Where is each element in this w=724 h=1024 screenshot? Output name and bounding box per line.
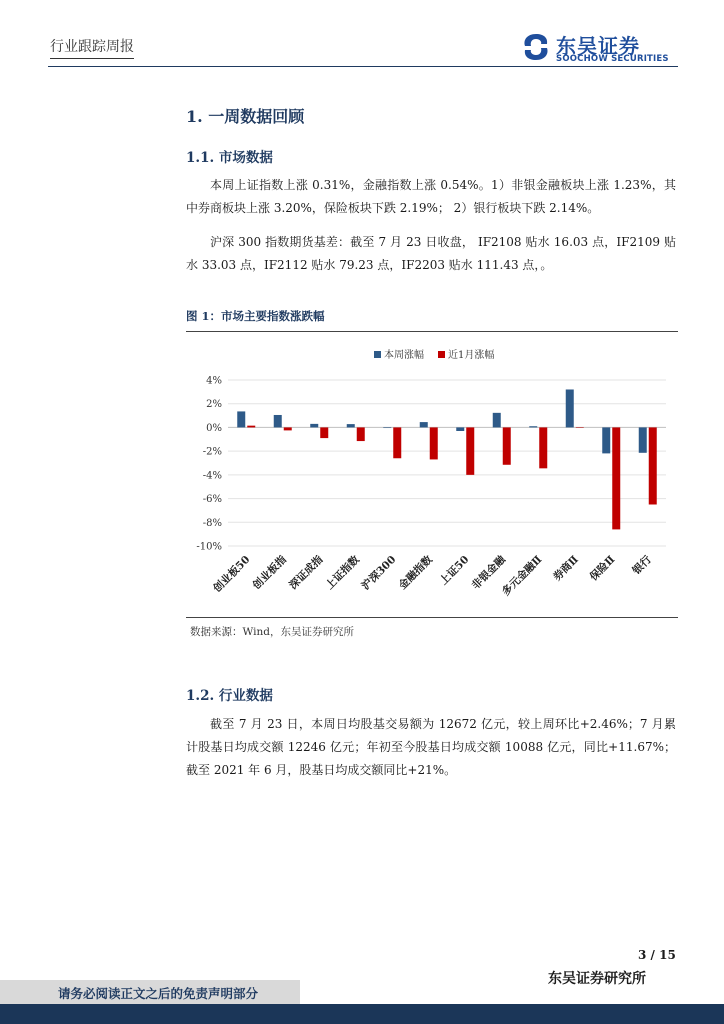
bar xyxy=(639,427,647,452)
market-paragraph-1 xyxy=(186,174,676,220)
x-tick-label: 沪深300 xyxy=(359,553,399,593)
industry-paragraph-text: 截至 7 月 23 日，本周日均股基交易额为 12672 亿元，较上周环比+2.46%；7 月累计股基日均成交额 12246 亿元；年初至今股基日均成交额 10088 亿元，同比+11.67%；截至 2021 年 6 月，股基日均成交额同比+21%。 xyxy=(186,717,676,777)
x-tick-label: 多元金融Ⅱ xyxy=(499,553,545,599)
header-divider xyxy=(48,66,678,67)
figure-source: 数据来源：Wind，东吴证券研究所 xyxy=(190,626,354,638)
market-paragraph-2 xyxy=(186,231,676,277)
bar xyxy=(274,415,282,427)
x-tick-label: 创业板指 xyxy=(250,553,289,592)
x-tick-label: 非银金融 xyxy=(469,553,508,592)
y-tick-label: -10% xyxy=(196,541,222,553)
subsection-title-industry: 1.2. 行业数据 xyxy=(186,688,273,704)
brand-name-en: SOOCHOW SECURITIES xyxy=(556,54,669,64)
bar xyxy=(237,411,245,427)
market-paragraph-1-text: 本周上证指数上涨 0.31%，金融指数上涨 0.54%。1）非银金融板块上涨 1.23%，其中券商板块上涨 3.20%，保险板块下跌 2.19%； 2）银行板块下跌 2.14%。 xyxy=(186,178,676,215)
bar xyxy=(576,427,584,428)
bar xyxy=(247,426,255,428)
y-tick-label: -4% xyxy=(202,470,222,482)
x-tick-label: 券商Ⅱ xyxy=(551,553,581,584)
bar xyxy=(383,427,391,428)
x-tick-label: 上证50 xyxy=(437,553,472,588)
bar xyxy=(503,427,511,464)
brand-logo xyxy=(520,30,680,66)
y-tick-label: 2% xyxy=(206,399,222,411)
bar xyxy=(539,427,547,468)
legend-label-1: 近1月涨幅 xyxy=(448,350,495,361)
bar xyxy=(310,424,318,428)
y-tick-label: -8% xyxy=(202,517,222,529)
x-tick-label: 深证成指 xyxy=(287,553,326,592)
bar xyxy=(430,427,438,459)
legend-swatch-0 xyxy=(374,351,381,358)
bar xyxy=(602,427,610,453)
bar xyxy=(649,427,657,504)
footer-bar xyxy=(0,1004,724,1024)
logo-mark-icon xyxy=(520,32,552,62)
bar xyxy=(284,427,292,430)
x-tick-label: 创业板50 xyxy=(211,553,253,595)
bar xyxy=(566,389,574,427)
bar xyxy=(393,427,401,458)
y-tick-label: 4% xyxy=(206,375,222,387)
bar xyxy=(347,424,355,427)
x-tick-label: 金融指数 xyxy=(396,553,435,592)
footer-org-name: 东吴证券研究所 xyxy=(548,971,646,987)
x-tick-label: 保险Ⅱ xyxy=(587,553,618,584)
y-tick-label: 0% xyxy=(206,422,222,434)
bar xyxy=(320,427,328,438)
footer-disclaimer: 请务必阅读正文之后的免责声明部分 xyxy=(58,986,259,1001)
page-number: 3 / 15 xyxy=(638,948,676,962)
y-tick-label: -6% xyxy=(202,494,222,506)
section-title: 1. 一周数据回顾 xyxy=(186,107,305,126)
bar xyxy=(612,427,620,529)
subsection-title-market: 1.1. 市场数据 xyxy=(186,150,273,166)
y-tick-label: -2% xyxy=(202,446,222,458)
industry-paragraph xyxy=(186,713,676,782)
figure-bottom-rule xyxy=(186,617,678,618)
figure-title: 图 1：市场主要指数涨跌幅 xyxy=(186,309,325,323)
bar xyxy=(456,427,464,431)
legend-label-0: 本周涨幅 xyxy=(384,350,424,361)
market-paragraph-2-text: 沪深 300 指数期货基差：截至 7 月 23 日收盘， IF2108 贴水 16.03 点，IF2109 贴水 33.03 点，IF2112 贴水 79.23 点，IF2203 贴水 111.43 点，。 xyxy=(186,235,676,272)
x-tick-label: 上证指数 xyxy=(323,553,362,592)
x-tick-label: 银行 xyxy=(630,553,654,577)
bar xyxy=(493,413,501,428)
report-type-label: 行业跟踪周报 xyxy=(50,36,134,59)
index-change-bar-chart xyxy=(186,334,678,616)
bar xyxy=(466,427,474,474)
figure-top-rule xyxy=(186,331,678,332)
brand-name-cn: 东吴证券 xyxy=(556,34,640,58)
legend-swatch-1 xyxy=(438,351,445,358)
bar xyxy=(420,422,428,427)
bar xyxy=(529,426,537,427)
bar xyxy=(357,427,365,441)
